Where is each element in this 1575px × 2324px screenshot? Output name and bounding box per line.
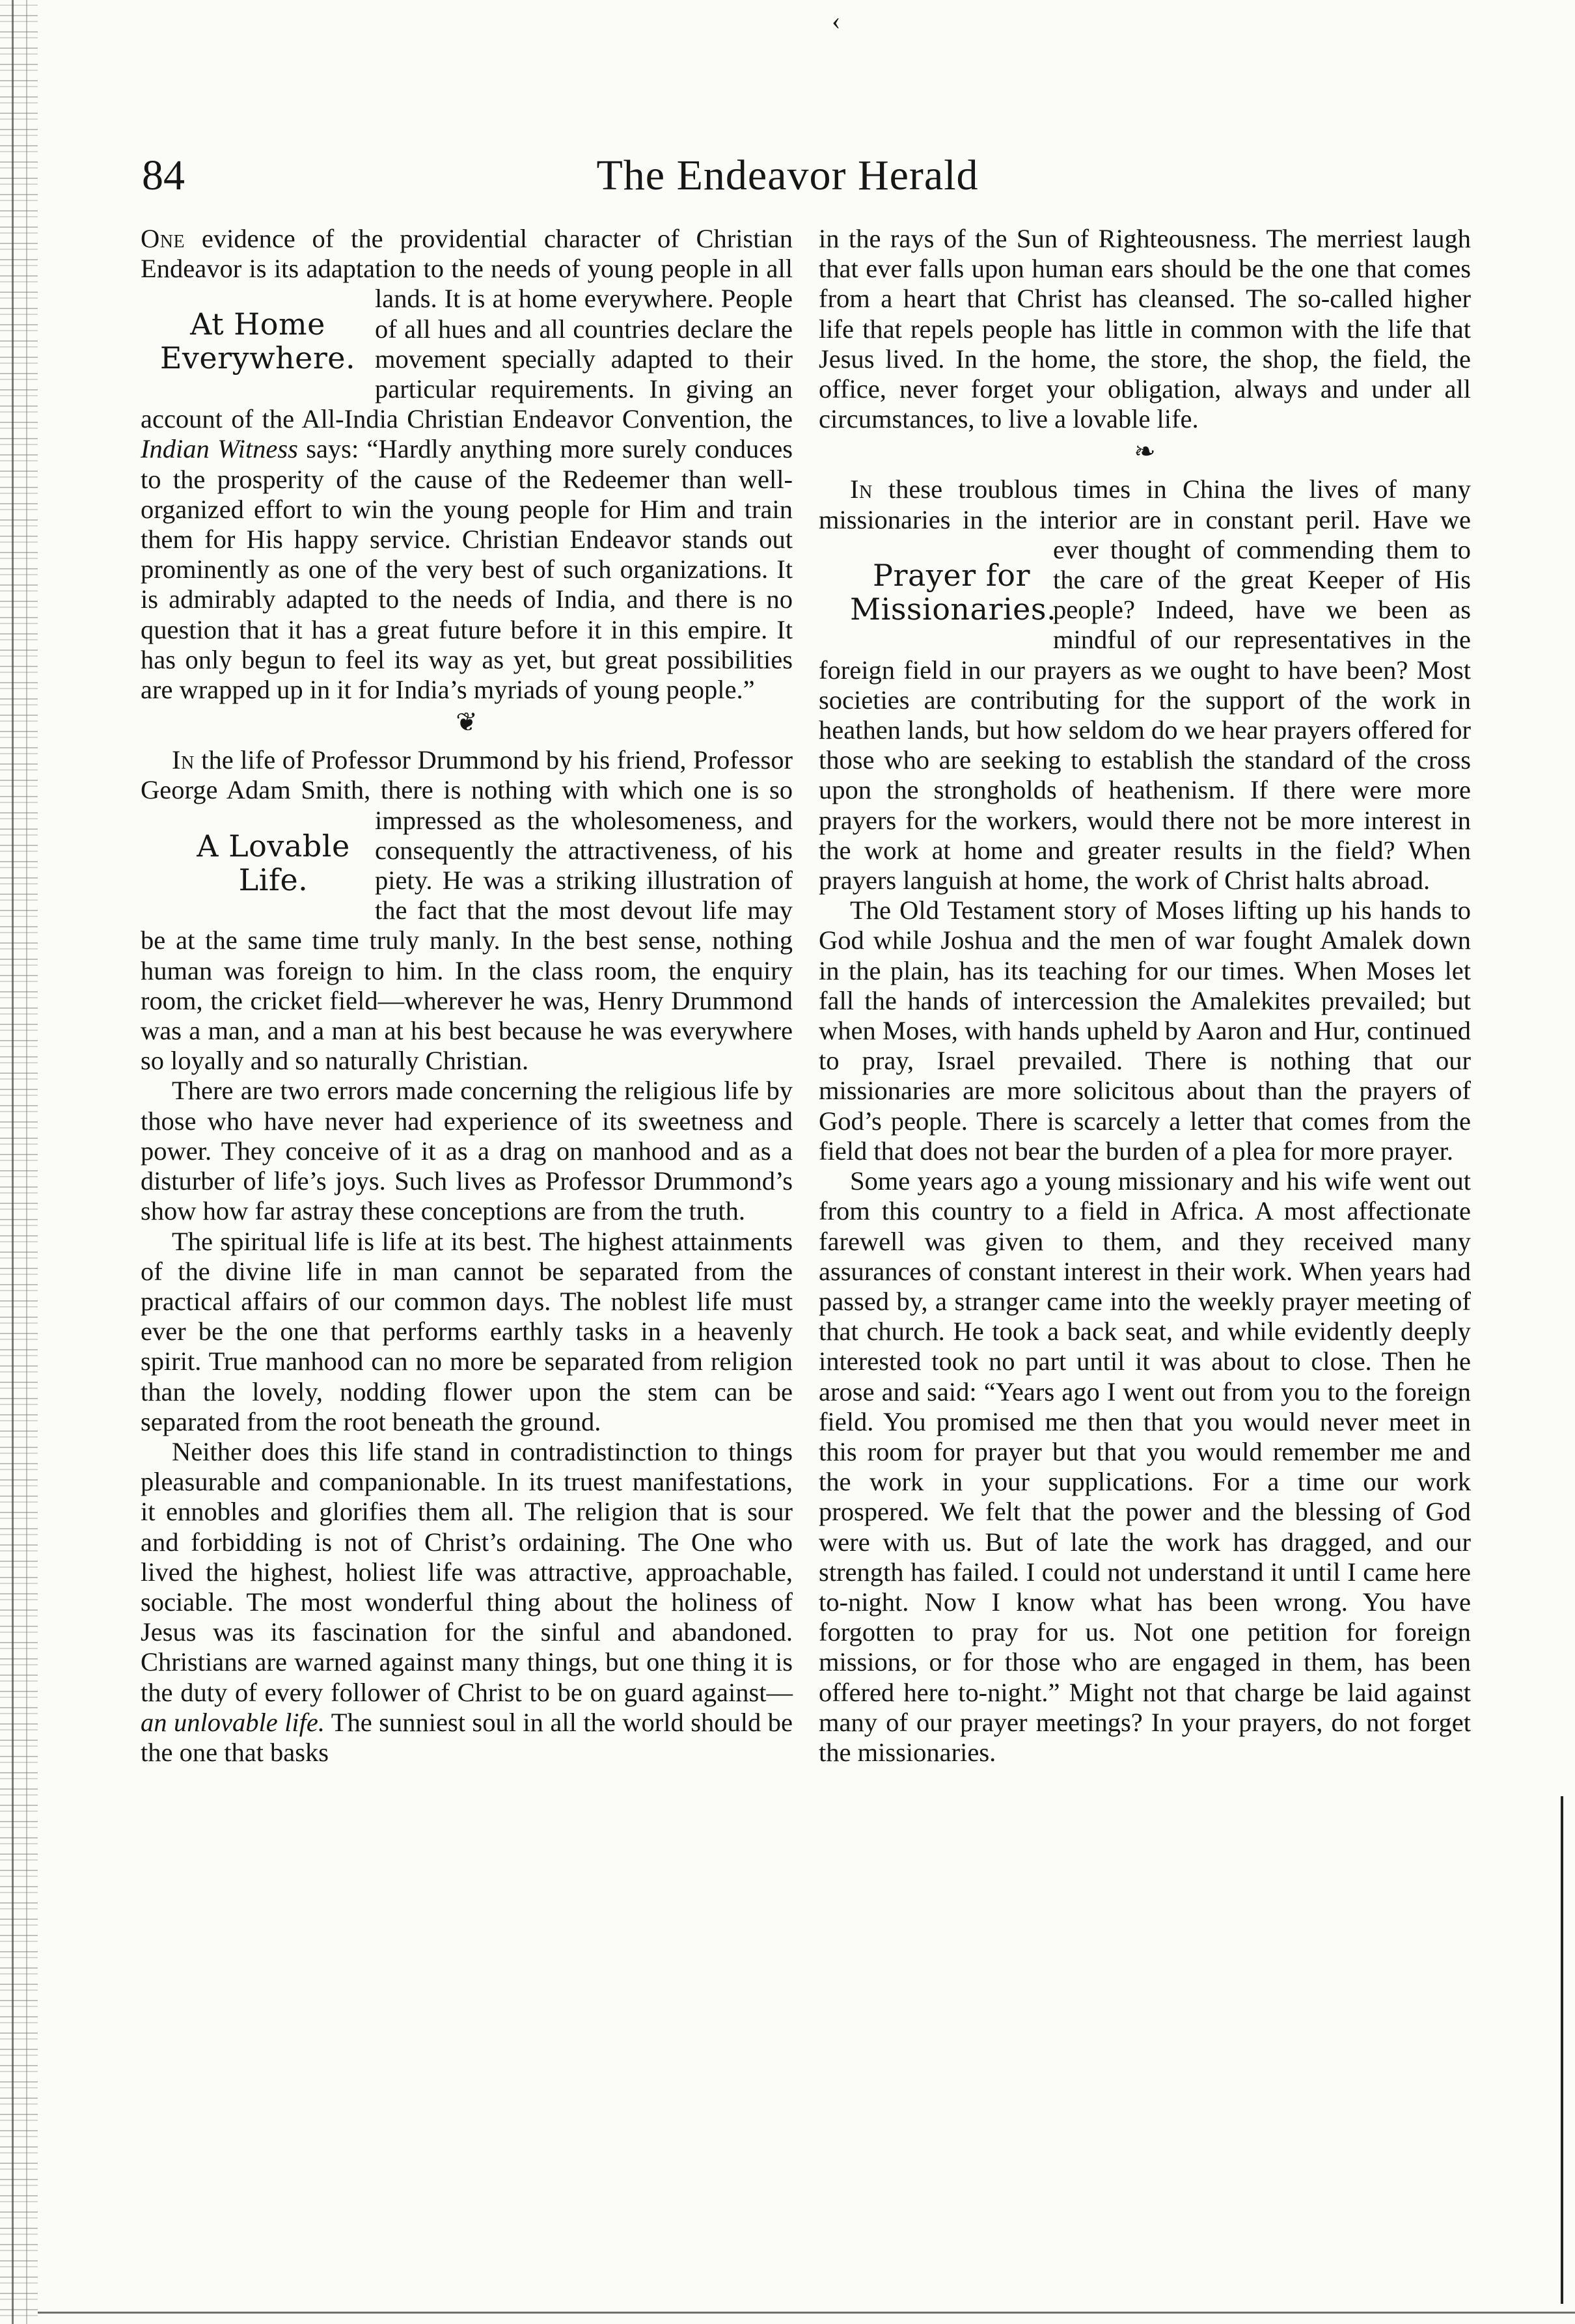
body-paragraph: Some years ago a young missionary and his wife went out from this country to a field in Africa. A most affectionate farewell was given to them, and they received many assurances of constant interest in their work. When years had passed by, a stranger came into the weekly prayer meeting of that church. He took a back seat, and while evidently deeply interested took no part until it was about to close. Then he arose and said: “Years ago I went out from you to the foreign field. You promised me then that you would never meet in this room for prayer but that you would remember me and the work in your supplications. For a time our work prospered. We felt that the power and the blessing of God were with us. But of late the work has dragged, and our strength has failed. I could not understand it until I came here to-night. Now I know what has been wrong. You have forgotten to pray for us. Not one petition for foreign missions, or for those who are engaged in them, has been offered here to-night.” Might not that charge be laid against many of our prayer meetings? In your prayers, do not forget the missionaries. xyxy=(819,1166,1471,1767)
side-heading-line: Life. xyxy=(238,862,308,897)
right-column xyxy=(819,224,1471,1768)
section-ornament-icon: ❧ xyxy=(1134,437,1156,467)
article-lead-word: In xyxy=(172,745,195,775)
side-heading-line: A Lovable xyxy=(197,828,350,864)
emphasis-text: an unlovable life. xyxy=(141,1707,325,1737)
bottom-margin-rule xyxy=(38,2312,1575,2314)
top-mark-icon: ‹ xyxy=(832,6,841,35)
article-text: the life of Professor Drummond by his friend, Professor George Adam Smith, there is nothing with which one is so impressed as xyxy=(141,745,793,835)
article-lead-word: One xyxy=(141,224,185,253)
article-text: says: “Hardly anything more surely conduces to the prosperity of the cause of the Redeemer than well-organized effort to win the young people for Him and train them for His happy service. Christian Endeavor stands out prominently as one of the very best of such organizations. It is admirably adapted to the needs of India, and there is no question that it has a great future before it in this empire. It has only begun to feel its way as yet, but great possibilities are wrapped up in it for India’s myriads of young people.” xyxy=(141,434,793,705)
running-header-title: The Endeavor Herald xyxy=(596,152,979,199)
article-lovable-life-paragraph xyxy=(141,745,793,1076)
article-text: Neither does this life stand in contradistinction to things pleasurable and companionable. In its truest manifestations, it ennobles and glorifies them all. The religion that is sour and forbidding is not of Christ’s ordaining. The One who lived the highest, holiest life was attractive, approachable, sociable. The most wonderful thing about the holiness of Jesus was its fascination for the sinful and abandoned. Christians are warned against many things, but one thing it is the duty of every follower of Christ to be on guard against— xyxy=(141,1436,793,1707)
publication-title: Indian Witness xyxy=(141,434,298,464)
side-heading-lovable-life xyxy=(141,806,375,905)
side-heading-line: At Home xyxy=(190,307,325,342)
continued-paragraph: in the rays of the Sun of Righteousness. The merriest laugh that ever falls upon human ears should be the one that comes from a heart that Christ has cleansed. The so-called higher life that repels people has little in common with the life that Jesus lived. In the home, the store, the shop, the field, the office, never forget your obligation, always and under all circumstances, to live a lovable life. xyxy=(819,224,1471,434)
article-text: lands. It is at home everywhere. People of all hues and all countries declare the movement specially adapted to their particular requirements. In giving an account of the All-India Christian Endeavor Convention, the xyxy=(141,284,793,434)
body-paragraph: The Old Testament story of Moses lifting up his hands to God while Joshua and the men of war fought Amalek down in the plain, has its teaching for our times. When Moses let fall the hands of intercession the Amalekites prevailed; but when Moses, with hands upheld by Aaron and Hur, continued to pray, Israel prevailed. There is nothing that our missionaries are more solicitous about than the prayers of God’s people. There is scarcely a letter that comes from the field that does not bear the burden of a plea for more prayer. xyxy=(819,895,1471,1166)
side-heading-at-home xyxy=(141,284,375,383)
article-lead-word: In xyxy=(850,474,873,504)
section-ornament-icon: ❦ xyxy=(456,707,478,737)
article-text: evidence of the providential character of Christian Endeavor is its adaptation to the needs of young people in all xyxy=(141,224,793,284)
body-paragraph xyxy=(141,1437,793,1768)
body-paragraph: The spiritual life is life at its best. The highest attainments of the divine life in man cannot be separated from the practical affairs of our common days. The noblest life must ever be the one that performs earthly tasks in a heavenly spirit. True manhood can no more be separated from religion than the lovely, nodding flower upon the stem can be separated from the root beneath the ground. xyxy=(141,1226,793,1436)
article-text: The sunniest soul in all the world should be the one that basks xyxy=(141,1707,793,1767)
article-text: the wholesomeness, and consequently the attractiveness, of his piety. He was a striking illustration of the fact that the most devout life may be at the same time truly manly. In the best sense, nothing human was foreign to him. In the class room, the enquiry room, the cricket field—wherever he was, Henry Drummond was a man, and a man at his best because he was everywhere so loyally and so naturally Christian. xyxy=(141,805,793,1076)
side-heading-prayer xyxy=(819,535,1057,634)
binding-gutter xyxy=(0,0,38,2324)
side-heading-line: Prayer for xyxy=(873,557,1030,593)
article-text: these troublous times in China the lives of many missionaries in the interior are in constant peril. Have we xyxy=(819,474,1471,534)
binding-edge-line xyxy=(12,0,14,2324)
side-heading-line: Everywhere. xyxy=(159,340,356,376)
right-margin-rule xyxy=(1561,1796,1563,2304)
left-column xyxy=(141,224,793,1768)
article-at-home-paragraph xyxy=(141,224,793,705)
binding-edge-line-inner xyxy=(26,0,27,2324)
article-text: ever thought of commending them to the care of the great Keeper of His people? Indeed, have we been as mindful of our representatives in the foreign field in our prayers as we ought to have been? Most societies are contributing for the support of the work in heathen lands, but how seldom do we hear prayers offered for those who are seeking to establish the standard of the cross upon the strongholds of heathenism. If there were more prayers for the workers, would there not be more interest in the work at home and greater results in the field? When prayers languish at home, the work of Christ halts abroad. xyxy=(819,534,1471,895)
side-heading-line: Missionaries. xyxy=(850,591,1057,627)
article-prayer-paragraph xyxy=(819,474,1471,895)
page-number: 84 xyxy=(142,152,185,199)
body-paragraph: There are two errors made concerning the religious life by those who have never had experience of its sweetness and power. They conceive of it as a drag on manhood and as a disturber of life’s joys. Such lives as Professor Drummond’s show how far astray these conceptions are from the truth. xyxy=(141,1076,793,1226)
